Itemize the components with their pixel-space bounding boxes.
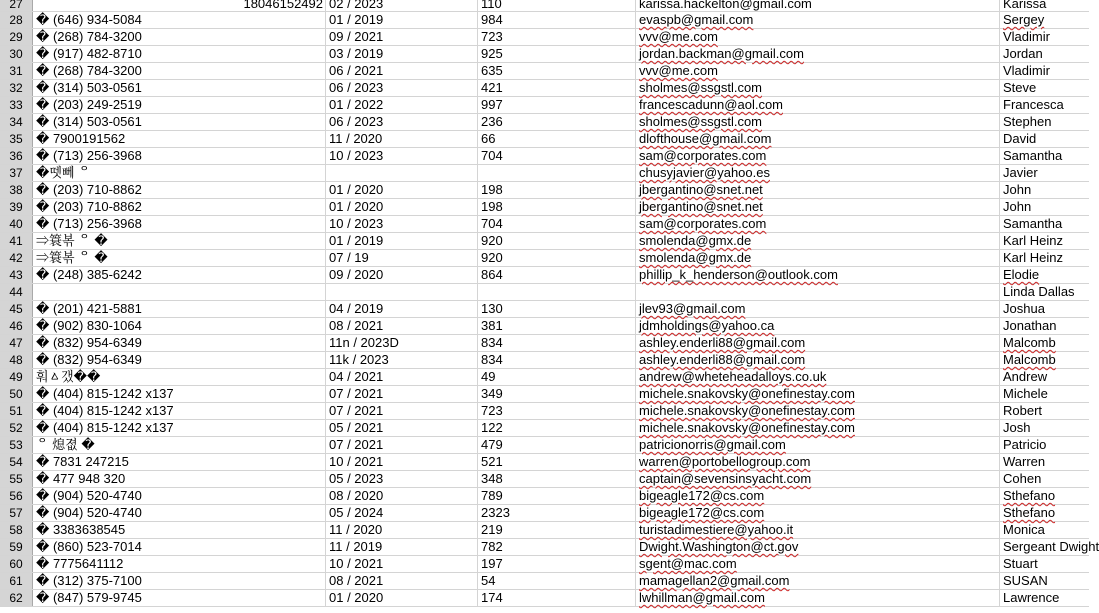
- cell-code[interactable]: 479: [478, 437, 636, 453]
- cell-phone[interactable]: ⇒簑볶 ᄋ �: [33, 250, 326, 266]
- row-header[interactable]: 40: [0, 216, 33, 232]
- cell-email[interactable]: sam@corporates.com: [636, 216, 1000, 232]
- table-row: [0, 488, 1089, 505]
- cell-name[interactable]: Stuart: [1003, 556, 1038, 571]
- cell-expiry[interactable]: 07 / 2021: [326, 386, 478, 402]
- cell-email[interactable]: [636, 284, 1000, 300]
- cell-name[interactable]: SUSAN: [1003, 573, 1048, 588]
- row-header[interactable]: 46: [0, 318, 33, 334]
- table-row: [0, 250, 1089, 267]
- table-row: [0, 590, 1089, 607]
- cell-email[interactable]: michele.snakovsky@onefinestay.com: [636, 403, 1000, 419]
- row-header[interactable]: 60: [0, 556, 33, 572]
- cell-code[interactable]: 381: [478, 318, 636, 334]
- cell-expiry[interactable]: 07 / 2021: [326, 403, 478, 419]
- cell-name[interactable]: Joshua: [1003, 301, 1045, 316]
- cell-phone[interactable]: � 3383638545: [33, 522, 326, 538]
- cell-code[interactable]: 635: [478, 63, 636, 79]
- cell-phone[interactable]: � (904) 520-4740: [33, 488, 326, 504]
- cell-expiry[interactable]: 10 / 2021: [326, 556, 478, 572]
- cell-phone[interactable]: � (203) 249-2519: [33, 97, 326, 113]
- cell-expiry[interactable]: 05 / 2024: [326, 505, 478, 521]
- row-header[interactable]: 47: [0, 335, 33, 351]
- cell-code[interactable]: 130: [478, 301, 636, 317]
- cell-email[interactable]: vvv@me.com: [636, 63, 1000, 79]
- cell-email[interactable]: sgent@mac.com: [636, 556, 1000, 572]
- row-header[interactable]: 34: [0, 114, 33, 130]
- cell-code[interactable]: [478, 165, 636, 181]
- cell-code[interactable]: 219: [478, 522, 636, 538]
- cell-phone[interactable]: � (713) 256-3968: [33, 148, 326, 164]
- cell-name[interactable]: Lawrence: [1003, 590, 1060, 605]
- cell-code[interactable]: 704: [478, 148, 636, 164]
- cell-expiry[interactable]: 11 / 2020: [326, 522, 478, 538]
- cell-phone[interactable]: � (203) 710-8862: [33, 182, 326, 198]
- cell-email[interactable]: ashley.enderli88@gmail.com: [636, 352, 1000, 368]
- row-header[interactable]: 33: [0, 97, 33, 113]
- cell-code[interactable]: 920: [478, 233, 636, 249]
- table-row: [0, 148, 1089, 165]
- cell-expiry[interactable]: [326, 284, 478, 300]
- row-header[interactable]: 27: [0, 0, 33, 11]
- cell-name[interactable]: Monica: [1003, 522, 1045, 537]
- table-row: [0, 437, 1089, 454]
- cell-phone[interactable]: � (904) 520-4740: [33, 505, 326, 521]
- cell-name[interactable]: Patricio: [1003, 437, 1047, 452]
- cell-phone[interactable]: [33, 284, 326, 300]
- cell-code[interactable]: 49: [478, 369, 636, 385]
- cell-email[interactable]: dlofthouse@gmail.com: [636, 131, 1000, 147]
- cell-email[interactable]: andrew@wheteheadalloys.co.uk: [636, 369, 1000, 385]
- cell-email[interactable]: bigeagle172@cs.com: [636, 505, 1000, 521]
- row-header[interactable]: 58: [0, 522, 33, 538]
- row-header[interactable]: 55: [0, 471, 33, 487]
- cell-name[interactable]: Samantha: [1003, 216, 1063, 231]
- table-row: [0, 335, 1089, 352]
- table-row: [0, 522, 1089, 539]
- cell-expiry[interactable]: 07 / 2021: [326, 437, 478, 453]
- cell-code[interactable]: 174: [478, 590, 636, 606]
- cell-code[interactable]: [478, 284, 636, 300]
- cell-expiry[interactable]: 06 / 2023: [326, 114, 478, 130]
- cell-code[interactable]: 348: [478, 471, 636, 487]
- row-header[interactable]: 32: [0, 80, 33, 96]
- cell-expiry[interactable]: 08 / 2020: [326, 488, 478, 504]
- table-row: [0, 505, 1089, 522]
- table-row: [0, 29, 1089, 46]
- table-row: [0, 556, 1089, 573]
- cell-name[interactable]: Elodie: [1003, 267, 1040, 282]
- row-header[interactable]: 49: [0, 369, 33, 385]
- cell-phone[interactable]: � (860) 523-7014: [33, 539, 326, 555]
- row-header[interactable]: 28: [0, 12, 33, 28]
- cell-phone[interactable]: 훠ㅿ갰��: [33, 369, 326, 385]
- cell-phone[interactable]: � (268) 784-3200: [33, 29, 326, 45]
- cell-name[interactable]: Josh: [1003, 420, 1031, 435]
- cell-phone[interactable]: ⇒簑볶 ᄋ �: [33, 233, 326, 249]
- cell-email[interactable]: lwhillman@gmail.com: [636, 590, 1000, 606]
- cell-code[interactable]: 864: [478, 267, 636, 283]
- cell-email[interactable]: jbergantino@snet.net: [636, 199, 1000, 215]
- cell-expiry[interactable]: 08 / 2021: [326, 573, 478, 589]
- cell-code[interactable]: 834: [478, 352, 636, 368]
- cell-name[interactable]: John: [1003, 182, 1032, 197]
- table-row: [0, 80, 1089, 97]
- table-row: [0, 63, 1089, 80]
- cell-phone[interactable]: � (404) 815-1242 x137: [33, 420, 326, 436]
- cell-email[interactable]: smolenda@gmx.de: [636, 250, 1000, 266]
- cell-phone[interactable]: � (404) 815-1242 x137: [33, 403, 326, 419]
- cell-name[interactable]: David: [1003, 131, 1037, 146]
- cell-code[interactable]: 54: [478, 573, 636, 589]
- row-header[interactable]: 43: [0, 267, 33, 283]
- table-row: [0, 165, 1089, 182]
- cell-expiry[interactable]: 11n / 2023D: [326, 335, 478, 351]
- cell-expiry[interactable]: 07 / 19: [326, 250, 478, 266]
- cell-expiry[interactable]: [326, 165, 478, 181]
- cell-name[interactable]: Steve: [1003, 80, 1037, 95]
- cell-expiry[interactable]: 01 / 2020: [326, 590, 478, 606]
- cell-expiry[interactable]: 01 / 2019: [326, 12, 478, 28]
- cell-phone[interactable]: � (902) 830-1064: [33, 318, 326, 334]
- cell-name[interactable]: Stephen: [1003, 114, 1052, 129]
- cell-name[interactable]: Robert: [1003, 403, 1043, 418]
- cell-code[interactable]: 789: [478, 488, 636, 504]
- table-row: [0, 114, 1089, 131]
- cell-code[interactable]: 723: [478, 29, 636, 45]
- cell-email[interactable]: sam@corporates.com: [636, 148, 1000, 164]
- cell-expiry[interactable]: 10 / 2023: [326, 216, 478, 232]
- cell-expiry[interactable]: 11 / 2020: [326, 131, 478, 147]
- cell-email[interactable]: sholmes@ssgstl.com: [636, 80, 1000, 96]
- cell-email[interactable]: jdmholdings@yahoo.ca: [636, 318, 1000, 334]
- row-header[interactable]: 38: [0, 182, 33, 198]
- cell-expiry[interactable]: 06 / 2023: [326, 80, 478, 96]
- cell-name[interactable]: Karl Heinz: [1003, 250, 1063, 265]
- cell-name[interactable]: Sergey: [1003, 12, 1045, 27]
- cell-name[interactable]: Francesca: [1003, 97, 1064, 112]
- cell-code[interactable]: 920: [478, 250, 636, 266]
- cell-phone[interactable]: � (832) 954-6349: [33, 352, 326, 368]
- cell-expiry[interactable]: 09 / 2020: [326, 267, 478, 283]
- table-row: [0, 318, 1089, 335]
- row-header[interactable]: 31: [0, 63, 33, 79]
- cell-email[interactable]: warren@portobellogroup.com: [636, 454, 1000, 470]
- cell-expiry[interactable]: 01 / 2019: [326, 233, 478, 249]
- table-row: [0, 386, 1089, 403]
- cell-expiry[interactable]: 11 / 2019: [326, 539, 478, 555]
- cell-expiry[interactable]: 01 / 2022: [326, 97, 478, 113]
- cell-email[interactable]: mamagellan2@gmail.com: [636, 573, 1000, 589]
- row-header[interactable]: 48: [0, 352, 33, 368]
- cell-email[interactable]: Dwight.Washington@ct.gov: [636, 539, 1000, 555]
- cell-code[interactable]: 349: [478, 386, 636, 402]
- cell-email[interactable]: jordan.backman@gmail.com: [636, 46, 1000, 62]
- cell-name[interactable]: Warren: [1003, 454, 1046, 469]
- table-row: [0, 369, 1089, 386]
- table-row: [0, 97, 1089, 114]
- cell-name[interactable]: Andrew: [1003, 369, 1048, 384]
- table-row: [0, 420, 1089, 437]
- row-header[interactable]: 35: [0, 131, 33, 147]
- cell-email[interactable]: turistadimestiere@yahoo.it: [636, 522, 1000, 538]
- cell-email[interactable]: smolenda@gmx.de: [636, 233, 1000, 249]
- row-header[interactable]: 37: [0, 165, 33, 181]
- cell-email[interactable]: ashley.enderli88@gmail.com: [636, 335, 1000, 351]
- cell-code[interactable]: 521: [478, 454, 636, 470]
- cell-phone[interactable]: � (847) 579-9745: [33, 590, 326, 606]
- cell-expiry[interactable]: 04 / 2019: [326, 301, 478, 317]
- cell-phone[interactable]: � (646) 934-5084: [33, 12, 326, 28]
- cell-name[interactable]: Vladimir: [1003, 29, 1050, 44]
- cell-name[interactable]: Karissa: [1003, 0, 1047, 11]
- table-row: [0, 182, 1089, 199]
- cell-phone[interactable]: � (314) 503-0561: [33, 114, 326, 130]
- cell-expiry[interactable]: 11k / 2023: [326, 352, 478, 368]
- row-header[interactable]: 51: [0, 403, 33, 419]
- row-header[interactable]: 59: [0, 539, 33, 555]
- cell-name[interactable]: John: [1003, 199, 1032, 214]
- row-header[interactable]: 36: [0, 148, 33, 164]
- cell-email[interactable]: chusyjavier@yahoo.es: [636, 165, 1000, 181]
- cell-code[interactable]: 236: [478, 114, 636, 130]
- cell-phone[interactable]: � (248) 385-6242: [33, 267, 326, 283]
- cell-code[interactable]: 723: [478, 403, 636, 419]
- cell-code[interactable]: 198: [478, 199, 636, 215]
- cell-phone[interactable]: �뗏뻬 ᄋ: [33, 165, 326, 181]
- cell-email[interactable]: phillip_k_henderson@outlook.com: [636, 267, 1000, 283]
- cell-phone[interactable]: � (917) 482-8710: [33, 46, 326, 62]
- row-header[interactable]: 53: [0, 437, 33, 453]
- cell-code[interactable]: 782: [478, 539, 636, 555]
- table-row: [0, 46, 1089, 63]
- cell-code[interactable]: 66: [478, 131, 636, 147]
- cell-phone[interactable]: � 7775641112: [33, 556, 326, 572]
- cell-name[interactable]: Linda Dallas: [1003, 284, 1075, 299]
- cell-expiry[interactable]: 09 / 2021: [326, 29, 478, 45]
- cell-name[interactable]: Sthefano: [1003, 488, 1056, 503]
- cell-email[interactable]: bigeagle172@cs.com: [636, 488, 1000, 504]
- table-row: [0, 131, 1089, 148]
- cell-code[interactable]: 984: [478, 12, 636, 28]
- row-header[interactable]: 54: [0, 454, 33, 470]
- cell-code[interactable]: 110: [478, 0, 636, 11]
- row-header[interactable]: 61: [0, 573, 33, 589]
- row-header[interactable]: 57: [0, 505, 33, 521]
- cell-name[interactable]: Vladimir: [1003, 63, 1050, 78]
- row-header[interactable]: 45: [0, 301, 33, 317]
- cell-expiry[interactable]: 04 / 2021: [326, 369, 478, 385]
- cell-expiry[interactable]: 01 / 2020: [326, 182, 478, 198]
- cell-expiry[interactable]: 05 / 2023: [326, 471, 478, 487]
- table-row: [0, 199, 1089, 216]
- cell-phone[interactable]: � (314) 503-0561: [33, 80, 326, 96]
- cell-name[interactable]: Malcomb: [1003, 352, 1056, 367]
- cell-expiry[interactable]: 10 / 2023: [326, 148, 478, 164]
- cell-phone[interactable]: � (201) 421-5881: [33, 301, 326, 317]
- cell-code[interactable]: 834: [478, 335, 636, 351]
- table-row: [0, 573, 1089, 590]
- table-row: [0, 539, 1099, 556]
- cell-email[interactable]: francescadunn@aol.com: [636, 97, 1000, 113]
- cell-phone[interactable]: � (713) 256-3968: [33, 216, 326, 232]
- cell-phone[interactable]: � (404) 815-1242 x137: [33, 386, 326, 402]
- cell-email[interactable]: sholmes@ssgstl.com: [636, 114, 1000, 130]
- table-row: [0, 284, 1089, 301]
- row-header[interactable]: 50: [0, 386, 33, 402]
- cell-code[interactable]: 997: [478, 97, 636, 113]
- row-header[interactable]: 44: [0, 284, 33, 300]
- cell-phone[interactable]: � 7831 247215: [33, 454, 326, 470]
- cell-code[interactable]: 704: [478, 216, 636, 232]
- cell-phone[interactable]: � 7900191562: [33, 131, 326, 147]
- cell-code[interactable]: 2323: [478, 505, 636, 521]
- cell-name[interactable]: Michele: [1003, 386, 1048, 401]
- cell-code[interactable]: 925: [478, 46, 636, 62]
- cell-email[interactable]: jbergantino@snet.net: [636, 182, 1000, 198]
- row-header[interactable]: 39: [0, 199, 33, 215]
- cell-phone[interactable]: � (312) 375-7100: [33, 573, 326, 589]
- cell-email[interactable]: evaspb@gmail.com: [636, 12, 1000, 28]
- table-row: [0, 471, 1089, 488]
- cell-name[interactable]: Jordan: [1003, 46, 1043, 61]
- row-header[interactable]: 29: [0, 29, 33, 45]
- cell-phone[interactable]: � 477 948 320: [33, 471, 326, 487]
- cell-phone[interactable]: 18046152492: [33, 0, 326, 11]
- table-row: [0, 454, 1089, 471]
- cell-name[interactable]: Malcomb: [1003, 335, 1056, 350]
- cell-email[interactable]: vvv@me.com: [636, 29, 1000, 45]
- table-row: [0, 301, 1089, 318]
- cell-expiry[interactable]: 06 / 2021: [326, 63, 478, 79]
- cell-name[interactable]: Sergeant Dwight: [1003, 539, 1099, 554]
- row-header[interactable]: 42: [0, 250, 33, 266]
- cell-code[interactable]: 122: [478, 420, 636, 436]
- table-row: [0, 233, 1089, 250]
- cell-name[interactable]: Cohen: [1003, 471, 1042, 486]
- cell-name[interactable]: Javier: [1003, 165, 1038, 180]
- cell-phone[interactable]: � (203) 710-8862: [33, 199, 326, 215]
- cell-email[interactable]: patricionorris@gmail.com: [636, 437, 1000, 453]
- table-row: [0, 267, 1089, 284]
- table-row: [0, 216, 1089, 233]
- cell-email[interactable]: michele.snakovsky@onefinestay.com: [636, 386, 1000, 402]
- cell-phone[interactable]: � (268) 784-3200: [33, 63, 326, 79]
- cell-expiry[interactable]: 10 / 2021: [326, 454, 478, 470]
- row-header[interactable]: 41: [0, 233, 33, 249]
- row-header[interactable]: 62: [0, 590, 33, 606]
- table-row: [0, 12, 1089, 29]
- cell-name[interactable]: Jonathan: [1003, 318, 1057, 333]
- cell-expiry[interactable]: 03 / 2019: [326, 46, 478, 62]
- row-header[interactable]: 30: [0, 46, 33, 62]
- cell-name[interactable]: Karl Heinz: [1003, 233, 1063, 248]
- cell-name[interactable]: Samantha: [1003, 148, 1063, 163]
- cell-email[interactable]: karissa.hackelton@gmail.com: [636, 0, 1000, 11]
- cell-expiry[interactable]: 08 / 2021: [326, 318, 478, 334]
- cell-code[interactable]: 198: [478, 182, 636, 198]
- cell-expiry[interactable]: 01 / 2020: [326, 199, 478, 215]
- cell-email[interactable]: michele.snakovsky@onefinestay.com: [636, 420, 1000, 436]
- table-row: [0, 352, 1089, 369]
- cell-phone[interactable]: ᄋ 熄졊 �: [33, 437, 326, 453]
- cell-name[interactable]: Sthefano: [1003, 505, 1056, 520]
- cell-expiry[interactable]: 02 / 2023: [326, 0, 478, 11]
- cell-email[interactable]: jlev93@gmail.com: [636, 301, 1000, 317]
- row-header[interactable]: 56: [0, 488, 33, 504]
- table-row: [0, 403, 1089, 420]
- cell-email[interactable]: captain@sevensinsyacht.com: [636, 471, 1000, 487]
- cell-code[interactable]: 421: [478, 80, 636, 96]
- cell-expiry[interactable]: 05 / 2021: [326, 420, 478, 436]
- table-row: [0, 0, 1089, 12]
- cell-phone[interactable]: � (832) 954-6349: [33, 335, 326, 351]
- cell-code[interactable]: 197: [478, 556, 636, 572]
- row-header[interactable]: 52: [0, 420, 33, 436]
